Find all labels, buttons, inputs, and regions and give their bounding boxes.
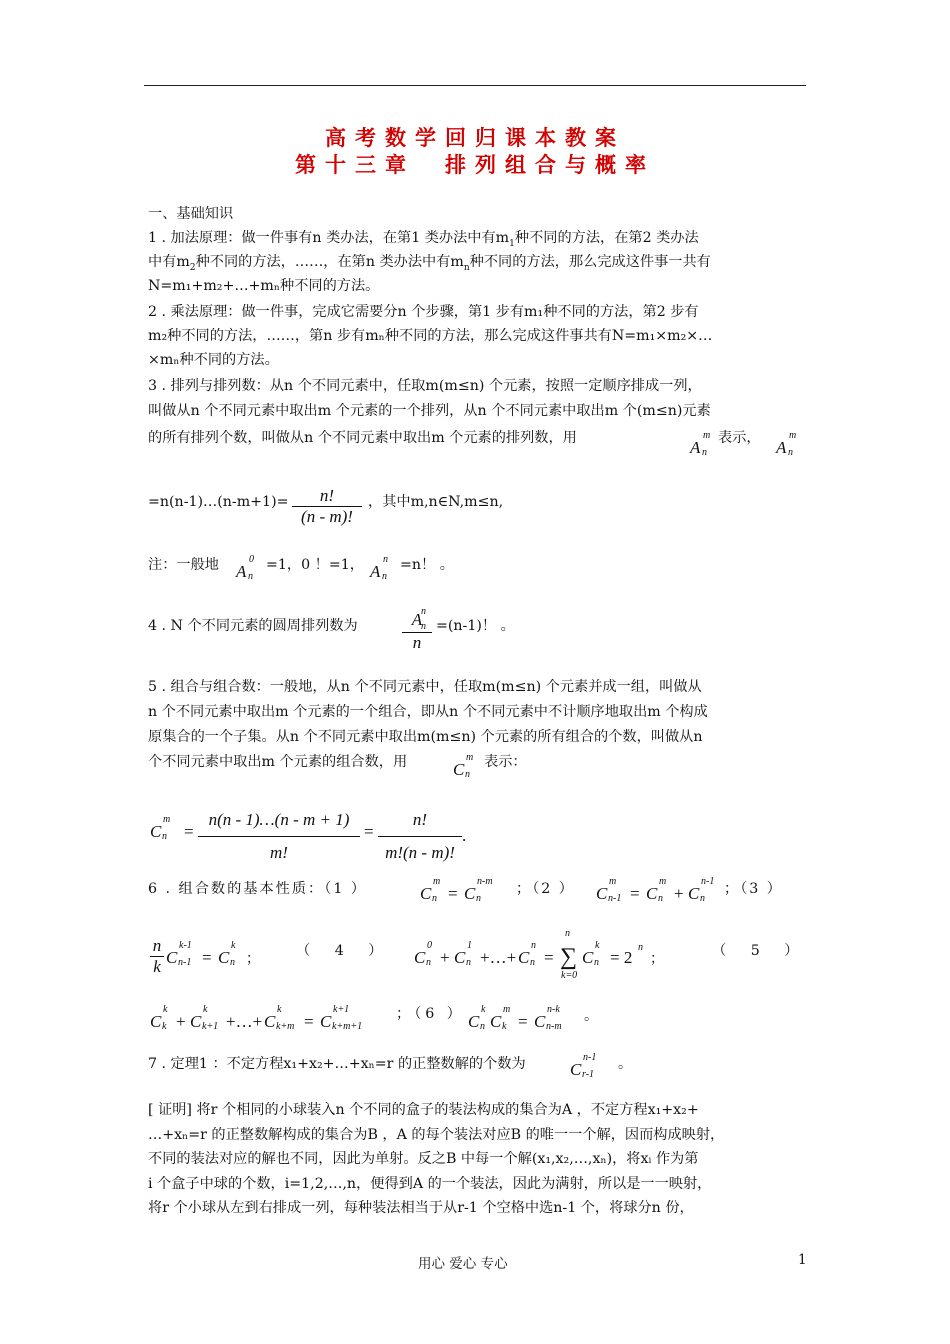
paragraph-1-line-1: 1 . 加法原理：做一件事有n 类办法，在第1 类办法中有$m_1$种不同的方法，在第2 类办法 <box>148 230 699 249</box>
paragraph-6-text: ；（2 ） <box>516 881 575 897</box>
proof-line-3: 不同的装法对应的解也不同，因此为单射。反之B 中每一个解(x₁,x₂,…,xₙ)，将xᵢ 作为第 <box>148 1151 699 1167</box>
permutation-formula-left: =n(n-1)…(n-m+1)= <box>148 494 289 510</box>
permutation-formula-right: ，其中m,n∈N,m≤n, <box>368 494 504 510</box>
document-title: 高考数学回归课本教案 <box>325 125 625 150</box>
fraction-numerator: n! <box>412 810 428 829</box>
page-number: 1 <box>798 1252 807 1268</box>
fraction-numerator: n <box>152 936 162 955</box>
equals-sign: = <box>364 822 374 841</box>
paragraph-5-line-4-tail: 表示： <box>484 754 527 770</box>
theorem-1-result: C n-1 r-1 <box>570 1052 597 1080</box>
equals-sign: = <box>184 822 194 841</box>
paragraph-5-line-2: n 个不同元素中取出m 个元素的一个组合，即从n 个不同元素中不计顺序地取出m 个构成 <box>148 704 708 720</box>
permutation-fraction <box>292 486 362 527</box>
note-text: =1，0 ！=1， <box>266 557 364 573</box>
paragraph-6-text: 6 . 组合数的基本性质：（1 ） <box>148 881 368 897</box>
paragraph-6-text: ；（3 ） <box>724 881 783 897</box>
proof-line-5: 将r 个小球从左到右排成一列，每种装法相当于从r-1 个空格中选n-1 个，将球分n 份， <box>148 1200 694 1216</box>
fraction-denominator: n <box>402 632 432 653</box>
paragraph-3-line-3: 的所有排列个数，叫做从n 个不同元素中取出m 个元素的排列数，用 <box>148 430 577 446</box>
fraction-numerator: A n n <box>411 606 426 632</box>
note-text: 注：一般地 <box>148 557 219 573</box>
paragraph-7-text: 。 <box>618 1056 633 1072</box>
paragraph-1-line-2: 中有$m_2$种不同的方法，……，在第n 类办法中有$m_n$种不同的方法，那么完成这件事一共有 <box>148 254 711 273</box>
permutation-symbol: A m n <box>776 430 797 458</box>
paragraph-6-text: 。 <box>584 1008 599 1024</box>
paragraph-6-text: （ 4 ） <box>296 943 393 959</box>
period: . <box>462 826 467 845</box>
paragraph-5-line-4: 个不同元素中取出m 个元素的组合数，用 <box>148 754 408 770</box>
proof-line-2: …+xₙ=r 的正整数解构成的集合为B ，A 的每个装法对应B 的唯一一个解，因而构成映射， <box>148 1127 725 1143</box>
property-3-formula: C k-1 n-1 = C k n ； <box>166 940 260 968</box>
paragraph-2-line-2: m₂种不同的方法，……，第n 步有mₙ种不同的方法，那么完成这件事共有N=m₁×m₂×… <box>148 328 713 344</box>
paragraph-5-line-1: 5 . 组合与组合数：一般地，从n 个不同元素中，任取m(m≤n) 个元素并成一组，叫做从 <box>148 679 702 695</box>
property-5-formula: C k k + C k k+1 +…+ C k k+m = C k+1 k+m+1 <box>150 1004 363 1032</box>
permutation-zero-symbol: A 0 n <box>236 554 254 582</box>
paragraph-4-text: 4 . N 个不同元素的圆周排列数为 <box>148 618 358 634</box>
proof-line-4: i 个盒子中球的个数，i=1,2,…,n，便得到A 的一个装法，因此为满射，所以是一一映射， <box>148 1176 712 1192</box>
property-6-formula: C k n C m k = C n-k n-m <box>468 1004 562 1032</box>
paragraph-6-text: （ 5 ） <box>712 943 809 959</box>
permutation-full-symbol: A n n <box>370 554 388 582</box>
paragraph-5-line-3: 原集合的一个子集。从n 个不同元素中取出m(m≤n) 个元素的所有组合的个数，叫做从n <box>148 729 703 745</box>
fraction-denominator: m! <box>198 836 360 863</box>
combination-symbol: C m n <box>453 752 474 780</box>
paragraph-6-text: ；（6 ） <box>396 1006 465 1022</box>
paragraph-3-line-3-tail: 表示， <box>718 430 761 446</box>
property-1-formula: C m n = C n-m n <box>420 876 493 904</box>
paragraph-4-text: =(n-1)！ 。 <box>436 618 515 634</box>
combination-symbol: C m n <box>150 814 171 842</box>
circular-permutation-fraction <box>402 606 432 653</box>
paragraph-1-line-3: N=m₁+m₂+…+mₙ种不同的方法。 <box>148 278 380 294</box>
paragraph-3-line-1: 3 . 排列与排列数：从n 个不同元素中，任取m(m≤n) 个元素，按照一定顺序排成一列， <box>148 378 702 394</box>
fraction-numerator: n! <box>319 486 335 505</box>
fraction-denominator: k <box>150 956 164 977</box>
fraction-denominator: (n - m)! <box>292 506 362 527</box>
note-text: =n！ 。 <box>400 557 454 573</box>
combination-fraction-1 <box>198 810 360 863</box>
paragraph-3-line-2: 叫做从n 个不同元素中取出m 个元素的一个排列，从n 个不同元素中取出m 个(m≤n)元素 <box>148 403 711 419</box>
header-rule <box>144 85 806 86</box>
paragraph-2-line-1: 2 . 乘法原理：做一件事，完成它需要分n 个步骤，第1 步有m₁种不同的方法，第2 步有 <box>148 304 699 320</box>
permutation-symbol: A m n <box>690 430 711 458</box>
combination-fraction-2 <box>378 810 462 863</box>
section-heading: 一、基础知识 <box>148 206 234 222</box>
property-3-fraction <box>150 936 164 977</box>
footer-motto: 用心 爱心 专心 <box>418 1256 508 1272</box>
proof-line-1: [ 证明] 将r 个相同的小球装入n 个不同的盒子的装法构成的集合为A ，不定方程x₁+x₂+ <box>148 1102 699 1118</box>
fraction-denominator: m!(n - m)! <box>378 836 462 863</box>
paragraph-7-text: 7 . 定理1 ：不定方程x₁+x₂+…+xₙ=r 的正整数解的个数为 <box>148 1056 526 1072</box>
property-2-formula: C m n-1 = C m n + C n-1 n <box>596 876 715 904</box>
paragraph-2-line-3: ×mₙ种不同的方法。 <box>148 352 279 368</box>
fraction-numerator: n(n - 1)…(n - m + 1) <box>208 810 350 829</box>
property-4-formula: C 0 n + C 1 n +…+ C n n = ∑ n k=0 C k n = 2 n ； <box>414 928 664 981</box>
chapter-title: 第十三章 排列组合与概率 <box>295 152 655 177</box>
